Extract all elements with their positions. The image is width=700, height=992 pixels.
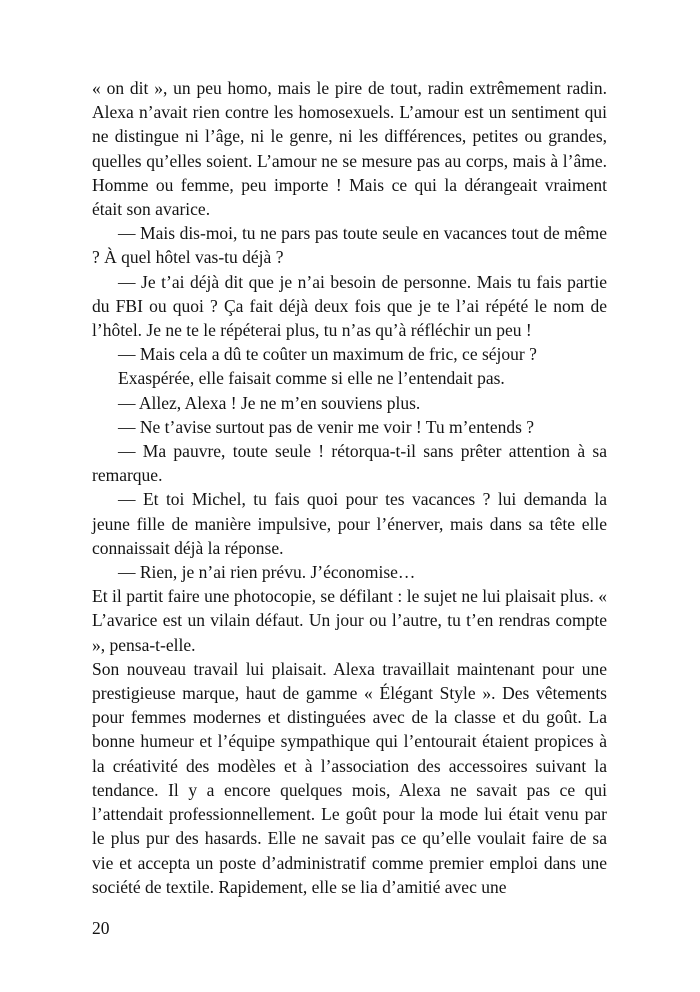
body-text bbox=[92, 76, 607, 899]
paragraph: — Mais dis-moi, tu ne pars pas toute seule en vacances tout de même ? À quel hôtel vas-tu déjà ? bbox=[92, 223, 607, 268]
paragraph: Exaspérée, elle faisait comme si elle ne l’entendait pas. bbox=[118, 368, 505, 389]
paragraph: — Allez, Alexa ! Je ne m’en souviens plus. bbox=[118, 392, 421, 413]
page-number: 20 bbox=[92, 918, 110, 938]
paragraph: — Ma pauvre, toute seule ! rétorqua-t-il sans prêter attention à sa remarque. bbox=[92, 441, 607, 486]
paragraph: — Je t’ai déjà dit que je n’ai besoin de personne. Mais tu fais partie du FBI ou quoi ? Ça fait déjà deux fois que je te l’ai répété le nom de l’hôtel. Je ne te le répéterai plus, tu n’as qu’à réfléchir un peu ! bbox=[92, 271, 607, 341]
paragraph: — Rien, je n’ai rien prévu. J’économise… bbox=[118, 562, 416, 583]
paragraph: Et il partit faire une photocopie, se défilant : le sujet ne lui plaisait plus. « L’avarice est un vilain défaut. Un jour ou l’autre, tu t’en rendras compte », pensa-t-elle. bbox=[92, 586, 607, 655]
paragraph: — Mais cela a dû te coûter un maximum de fric, ce séjour ? bbox=[118, 344, 537, 365]
paragraph: — Et toi Michel, tu fais quoi pour tes vacances ? lui demanda la jeune fille de manière impulsive, pour l’énerver, mais dans sa tête elle connaissait déjà la réponse. bbox=[92, 489, 607, 558]
paragraph: — Ne t’avise surtout pas de venir me voir ! Tu m’entends ? bbox=[118, 416, 535, 437]
paragraph: Son nouveau travail lui plaisait. Alexa travaillait maintenant pour une prestigieuse marque, haut de gamme « Élégant Style ». Des vêtements pour femmes modernes et distinguées avec de la classe et du goût. La bonne humeur et l’équipe sympathique qui l’entourait étaient propices à la créativité des modèles et à l’association des accessoires suivant la tendance. Il y a encore quelques mois, Alexa ne savait pas ce qui l’attendait professionnellement. Le goût pour la mode lui était venu par le plus pur des hasards. Elle ne savait pas ce qu’elle voulait faire de sa vie et accepta un poste d’administratif comme premier emploi dans une société de textile. Rapidement, elle se lia d’amitié avec une bbox=[92, 658, 607, 897]
paragraph: « on dit », un peu homo, mais le pire de tout, radin extrêmement radin. Alexa n’avait rien contre les homosexuels. L’amour est un sentiment qui ne distingue ni l’âge, ni le genre, ni les différences, petites ou grandes, quelles qu’elles soient. L’amour ne se mesure pas au corps, mais à l’âme. Homme ou femme, peu importe ! Mais ce qui la dérangeait vraiment était son avarice. bbox=[92, 78, 607, 220]
